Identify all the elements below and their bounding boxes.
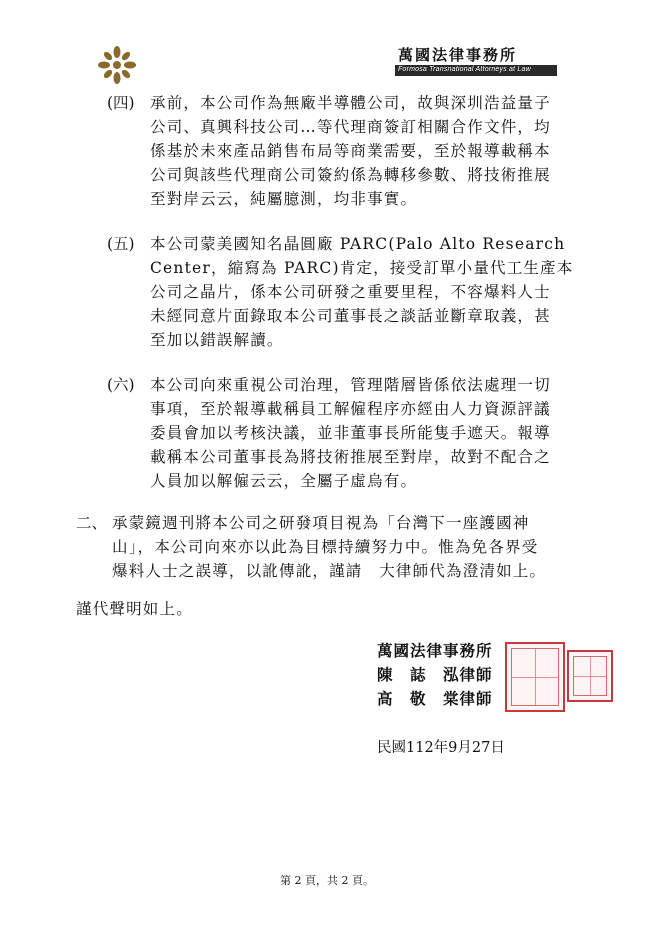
page-number-footer: 第 2 頁，共 2 頁。 — [280, 874, 374, 887]
paragraph-line: 承前，本公司作為無廠半導體公司，故與深圳浩益量子 — [150, 94, 551, 112]
paragraph-line: 承蒙鏡週刊將本公司之研發項目視為「台灣下一座護國神 — [112, 514, 530, 532]
paragraph-line: 至對岸云云，純屬臆測，均非事實。 — [150, 190, 418, 208]
item-label: (六) — [107, 376, 135, 394]
paragraph-line: 山」，本公司向來亦以此為目標持續努力中。惟為免各界受 — [112, 538, 539, 556]
firm-seal-stamp — [505, 642, 565, 712]
paragraph-line: Center，縮寫為 PARC)肯定，接受訂單小量代工生產本 — [150, 259, 574, 277]
paragraph-line: 公司與該些代理商公司簽約係為轉移參數、將技術推展 — [150, 166, 551, 184]
snowflake-emblem-icon — [96, 44, 138, 86]
signature-lawyer-1: 陳 誌 泓律師 — [377, 666, 493, 684]
closing-statement: 謹代聲明如上。 — [76, 600, 193, 618]
paragraph-line: 公司、真興科技公司…等代理商簽訂相關合作文件，均 — [150, 118, 551, 136]
paragraph-line: 未經同意片面錄取本公司董事長之談話並斷章取義，甚 — [150, 307, 551, 325]
paragraph-line: 本公司向來重視公司治理，管理階層皆係依法處理一切 — [150, 376, 551, 394]
item-label: (五) — [107, 235, 135, 253]
paragraph-line: 載稱本公司董事長為將技術推展至對岸，故對不配合之 — [150, 448, 551, 466]
item-label: (四) — [107, 94, 135, 112]
header-firm-name-en: Formosa Transnational Attorneys at Law — [398, 66, 531, 73]
document-date: 民國112年9月27日 — [377, 740, 505, 756]
paragraph-line: 委員會加以考核決議，並非董事長所能隻手遮天。報導 — [150, 424, 551, 442]
paragraph-line: 至加以錯誤解讀。 — [150, 331, 284, 349]
lawyer-seal-stamp — [567, 650, 613, 702]
signature-lawyer-2: 高 敬 棠律師 — [377, 690, 493, 708]
paragraph-line: 公司之晶片，係本公司研發之重要里程，不容爆料人士 — [150, 283, 551, 301]
paragraph-line: 本公司蒙美國知名晶圓廠 PARC(Palo Alto Research — [150, 235, 566, 253]
signature-firm: 萬國法律事務所 — [377, 642, 493, 660]
paragraph-line: 人員加以解僱云云，全屬子虛烏有。 — [150, 472, 418, 490]
section-label: 二、 — [76, 514, 108, 532]
paragraph-line: 爆料人士之誤導，以訛傳訛，謹請 大律師代為澄清如上。 — [112, 562, 547, 580]
header-firm-name: 萬國法律事務所 — [398, 46, 518, 64]
paragraph-line: 係基於未來產品銷售布局等商業需要，至於報導載稱本 — [150, 142, 551, 160]
paragraph-line: 事項，至於報導載稱員工解僱程序亦經由人力資源評議 — [150, 400, 551, 418]
